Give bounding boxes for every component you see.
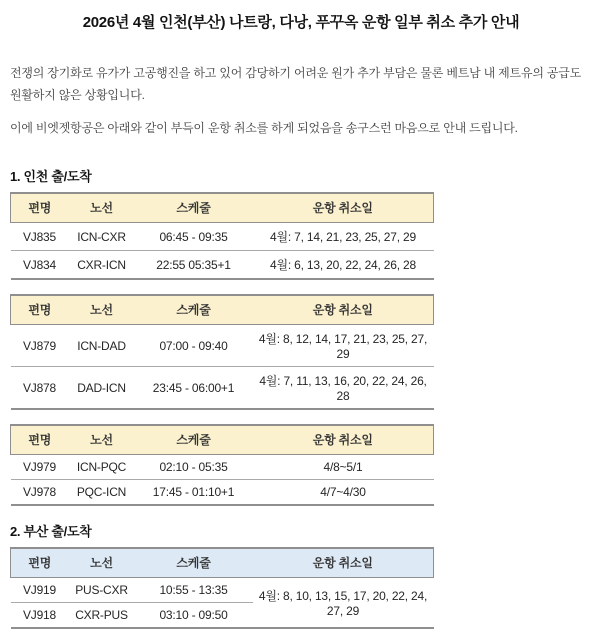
- route-cell: ICN-PQC: [69, 455, 135, 480]
- column-header-flight: 편명: [11, 548, 69, 578]
- column-header-route: 노선: [69, 425, 135, 455]
- flight-number-cell: VJ918: [11, 603, 69, 629]
- section-busan-heading: 2. 부산 출/도착: [10, 524, 92, 539]
- column-header-route: 노선: [69, 295, 135, 325]
- route-cell: CXR-PUS: [69, 603, 135, 629]
- column-header-cancel-dates: 운항 취소일: [253, 295, 434, 325]
- cancel-dates-cell: 4월: 7, 11, 13, 16, 20, 22, 24, 26, 28: [253, 367, 434, 410]
- column-header-schedule: 스케줄: [135, 193, 253, 223]
- flight-number-cell: VJ979: [11, 455, 69, 480]
- schedule-cell: 07:00 - 09:40: [135, 325, 253, 367]
- cancel-dates-cell: 4/7~4/30: [253, 480, 434, 506]
- cancel-dates-cell: 4월: 7, 14, 21, 23, 25, 27, 29: [253, 223, 434, 251]
- flight-number-cell: VJ879: [11, 325, 69, 367]
- table-row: [11, 480, 434, 506]
- incheon-phuquoc-table: [10, 424, 434, 506]
- column-header-flight: 편명: [11, 425, 69, 455]
- incheon-danang-table: [10, 294, 434, 410]
- busan-nhatrang-table: [10, 547, 434, 629]
- column-header-route: 노선: [69, 548, 135, 578]
- column-header-cancel-dates: 운항 취소일: [253, 548, 434, 578]
- table-row: [11, 325, 434, 367]
- schedule-cell: 10:55 - 13:35: [135, 578, 253, 603]
- flight-number-cell: VJ919: [11, 578, 69, 603]
- section-busan: [10, 521, 592, 629]
- route-cell: PUS-CXR: [69, 578, 135, 603]
- column-header-schedule: 스케줄: [135, 425, 253, 455]
- table-row: [11, 578, 434, 603]
- column-header-flight: 편명: [11, 193, 69, 223]
- intro-paragraph-2: 이에 비엣젯항공은 아래와 같이 부득이 운항 취소를 하게 되었음을 송구스런 마음으로 안내 드립니다.: [10, 121, 518, 135]
- table-header-row: [11, 425, 434, 455]
- section-incheon-heading: 1. 인천 출/도착: [10, 169, 92, 184]
- column-header-flight: 편명: [11, 295, 69, 325]
- table-row: [11, 455, 434, 480]
- intro-paragraph-1: 전쟁의 장기화로 유가가 고공행진을 하고 있어 감당하기 어려운 원가 추가 부담은 물론 베트남 내 제트유의 공급도 원활하지 않은 상황입니다.: [10, 66, 582, 102]
- column-header-route: 노선: [69, 193, 135, 223]
- route-cell: CXR-ICN: [69, 251, 135, 280]
- table-row: [11, 223, 434, 251]
- column-header-cancel-dates: 운항 취소일: [253, 425, 434, 455]
- cancel-dates-cell: 4/8~5/1: [253, 455, 434, 480]
- flight-number-cell: VJ834: [11, 251, 69, 280]
- column-header-schedule: 스케줄: [135, 295, 253, 325]
- schedule-cell: 17:45 - 01:10+1: [135, 480, 253, 506]
- route-cell: ICN-CXR: [69, 223, 135, 251]
- flight-number-cell: VJ835: [11, 223, 69, 251]
- column-header-cancel-dates: 운항 취소일: [253, 193, 434, 223]
- schedule-cell: 03:10 - 09:50: [135, 603, 253, 629]
- page-title: 2026년 4월 인천(부산) 나트랑, 다낭, 푸꾸옥 운항 일부 취소 추가 안내: [82, 14, 520, 31]
- section-incheon: [10, 166, 592, 506]
- cancel-dates-cell: 4월: 8, 12, 14, 17, 21, 23, 25, 27, 29: [253, 325, 434, 367]
- schedule-cell: 06:45 - 09:35: [135, 223, 253, 251]
- table-row: [11, 251, 434, 280]
- schedule-cell: 22:55 05:35+1: [135, 251, 253, 280]
- cancel-dates-merged-cell: 4월: 8, 10, 13, 15, 17, 20, 22, 24, 27, 29: [253, 578, 434, 629]
- intro-text: [10, 62, 592, 139]
- schedule-cell: 23:45 - 06:00+1: [135, 367, 253, 410]
- flight-number-cell: VJ978: [11, 480, 69, 506]
- schedule-cell: 02:10 - 05:35: [135, 455, 253, 480]
- table-row: [11, 367, 434, 410]
- route-cell: PQC-ICN: [69, 480, 135, 506]
- incheon-nhatrang-table: [10, 192, 434, 280]
- column-header-schedule: 스케줄: [135, 548, 253, 578]
- table-header-row: [11, 548, 434, 578]
- flight-number-cell: VJ878: [11, 367, 69, 410]
- table-header-row: [11, 295, 434, 325]
- route-cell: DAD-ICN: [69, 367, 135, 410]
- table-header-row: [11, 193, 434, 223]
- cancel-dates-cell: 4월: 6, 13, 20, 22, 24, 26, 28: [253, 251, 434, 280]
- route-cell: ICN-DAD: [69, 325, 135, 367]
